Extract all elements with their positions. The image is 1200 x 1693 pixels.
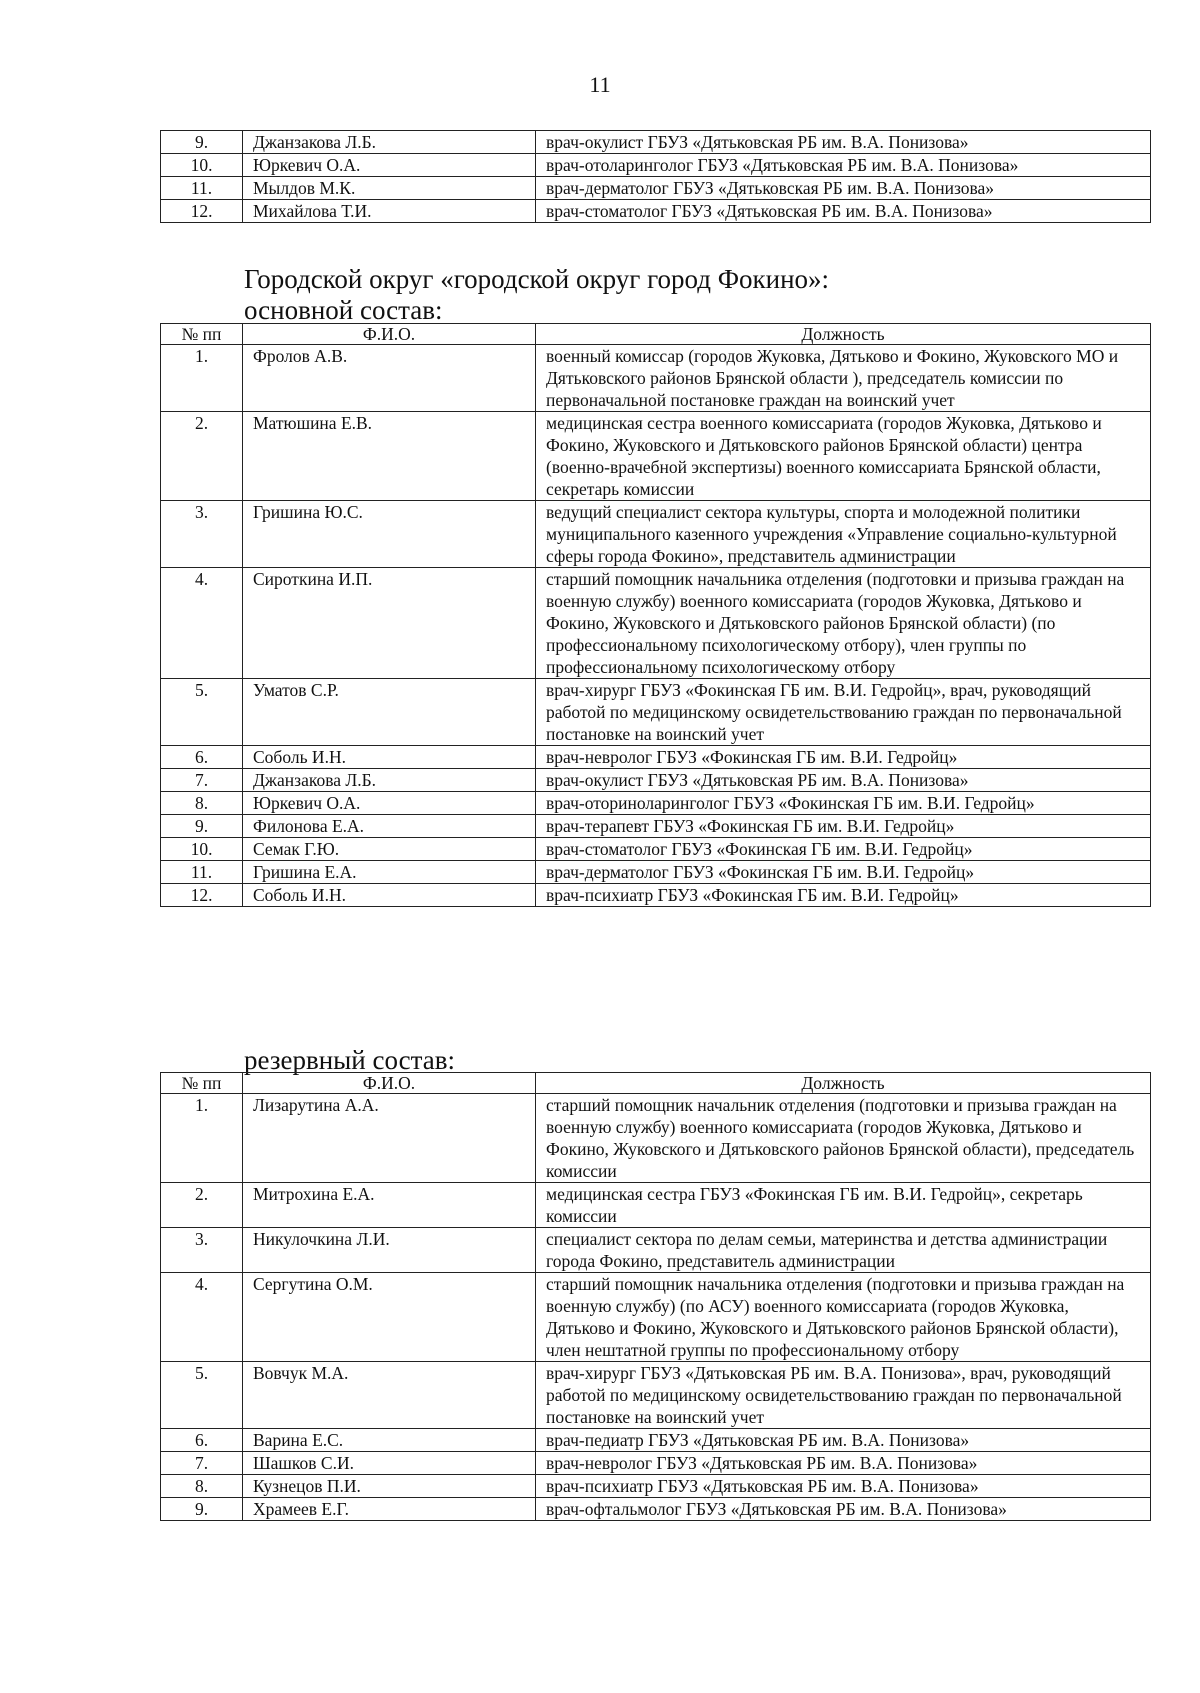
- member-name: Соболь И.Н.: [243, 746, 536, 769]
- continued-members-table: [160, 130, 1151, 223]
- row-number: 12.: [161, 200, 243, 223]
- reserve-composition-heading: резервный состав:: [244, 1045, 456, 1075]
- row-number: 10.: [161, 154, 243, 177]
- table-row: [161, 1429, 1151, 1452]
- table-row: [161, 1273, 1151, 1362]
- table-row: [161, 1228, 1151, 1273]
- member-position: врач-отоларинголог ГБУЗ «Дятьковская РБ им. В.А. Понизова»: [536, 154, 1151, 177]
- row-number: 2.: [161, 1183, 243, 1228]
- member-name: Михайлова Т.И.: [243, 200, 536, 223]
- table-row: [161, 200, 1151, 223]
- member-position: врач-оториноларинголог ГБУЗ «Фокинская ГБ им. В.И. Гедройц»: [536, 792, 1151, 815]
- member-name: Соболь И.Н.: [243, 884, 536, 907]
- row-number: 6.: [161, 1429, 243, 1452]
- header-row: [161, 324, 1151, 345]
- row-number: 12.: [161, 884, 243, 907]
- row-number: 11.: [161, 177, 243, 200]
- member-position: врач-невролог ГБУЗ «Дятьковская РБ им. В.А. Понизова»: [536, 1452, 1151, 1475]
- member-position: врач-психиатр ГБУЗ «Дятьковская РБ им. В.А. Понизова»: [536, 1475, 1151, 1498]
- member-position: врач-педиатр ГБУЗ «Дятьковская РБ им. В.А. Понизова»: [536, 1429, 1151, 1452]
- row-number: 11.: [161, 861, 243, 884]
- member-position: врач-психиатр ГБУЗ «Фокинская ГБ им. В.И. Гедройц»: [536, 884, 1151, 907]
- table-row: [161, 884, 1151, 907]
- table-row: [161, 1183, 1151, 1228]
- member-position: врач-окулист ГБУЗ «Дятьковская РБ им. В.А. Понизова»: [536, 131, 1151, 154]
- member-name: Митрохина Е.А.: [243, 1183, 536, 1228]
- table-header: [161, 1073, 1151, 1094]
- member-position: медицинская сестра ГБУЗ «Фокинская ГБ им. В.И. Гедройц», секретарь комиссии: [536, 1183, 1151, 1228]
- row-number: 5.: [161, 679, 243, 746]
- table-header: [161, 324, 1151, 345]
- member-name: Кузнецов П.И.: [243, 1475, 536, 1498]
- header-position: Должность: [536, 1073, 1151, 1094]
- member-position: врач-стоматолог ГБУЗ «Дятьковская РБ им. В.А. Понизова»: [536, 200, 1151, 223]
- row-number: 3.: [161, 1228, 243, 1273]
- member-name: Уматов С.Р.: [243, 679, 536, 746]
- member-name: Гришина Ю.С.: [243, 501, 536, 568]
- member-position: врач-окулист ГБУЗ «Дятьковская РБ им. В.А. Понизова»: [536, 769, 1151, 792]
- row-number: 4.: [161, 1273, 243, 1362]
- table-row: [161, 746, 1151, 769]
- member-position: врач-невролог ГБУЗ «Фокинская ГБ им. В.И. Гедройц»: [536, 746, 1151, 769]
- row-number: 1.: [161, 1094, 243, 1183]
- table-row: [161, 815, 1151, 838]
- row-number: 2.: [161, 412, 243, 501]
- member-position: врач-дерматолог ГБУЗ «Дятьковская РБ им. В.А. Понизова»: [536, 177, 1151, 200]
- header-position: Должность: [536, 324, 1151, 345]
- member-name: Вовчук М.А.: [243, 1362, 536, 1429]
- row-number: 9.: [161, 1498, 243, 1521]
- table-row: [161, 861, 1151, 884]
- row-number: 7.: [161, 769, 243, 792]
- member-name: Джанзакова Л.Б.: [243, 131, 536, 154]
- table-row: [161, 568, 1151, 679]
- table-row: [161, 1452, 1151, 1475]
- reserve-composition-table: [160, 1072, 1151, 1521]
- member-name: Мылдов М.К.: [243, 177, 536, 200]
- member-position: врач-стоматолог ГБУЗ «Фокинская ГБ им. В.И. Гедройц»: [536, 838, 1151, 861]
- main-composition-table: [160, 323, 1151, 907]
- member-name: Семак Г.Ю.: [243, 838, 536, 861]
- member-position: врач-хирург ГБУЗ «Фокинская ГБ им. В.И. Гедройц», врач, руководящий работой по медицинскому освидетельствованию граждан по первоначальной постановке на воинский учет: [536, 679, 1151, 746]
- member-position: врач-хирург ГБУЗ «Дятьковская РБ им. В.А. Понизова», врач, руководящий работой по медицинскому освидетельствованию граждан по первоначальной постановке на воинский учет: [536, 1362, 1151, 1429]
- member-position: врач-дерматолог ГБУЗ «Фокинская ГБ им. В.И. Гедройц»: [536, 861, 1151, 884]
- row-number: 8.: [161, 1475, 243, 1498]
- member-name: Лизарутина А.А.: [243, 1094, 536, 1183]
- member-name: Матюшина Е.В.: [243, 412, 536, 501]
- row-number: 8.: [161, 792, 243, 815]
- member-name: Сироткина И.П.: [243, 568, 536, 679]
- header-row: [161, 1073, 1151, 1094]
- member-position: медицинская сестра военного комиссариата (городов Жуковка, Дятьково и Фокино, Жуковского и Дятьковского районов Брянской области) центра (военно-врачебной экспертизы) военного комиссариата Брянской области, секретарь комиссии: [536, 412, 1151, 501]
- member-name: Юркевич О.А.: [243, 792, 536, 815]
- table-row: [161, 345, 1151, 412]
- table-row: [161, 154, 1151, 177]
- table-row: [161, 1094, 1151, 1183]
- member-name: Сергутина О.М.: [243, 1273, 536, 1362]
- member-position: старший помощник начальника отделения (подготовки и призыва граждан на военную службу) военного комиссариата (городов Жуковка, Дятьково и Фокино, Жуковского и Дятьковского районов Брянской области) (по профессиональному психологическому отбору), член группы по профессиональному психологическому отбору: [536, 568, 1151, 679]
- city-district-heading: Городской округ «городской округ город Фокино»:: [244, 264, 830, 294]
- row-number: 1.: [161, 345, 243, 412]
- header-num: № пп: [161, 324, 243, 345]
- member-name: Храмеев Е.Г.: [243, 1498, 536, 1521]
- member-position: военный комиссар (городов Жуковка, Дятьково и Фокино, Жуковского МО и Дятьковского районов Брянской области ), председатель комиссии по первоначальной постановке граждан на воинский учет: [536, 345, 1151, 412]
- row-number: 5.: [161, 1362, 243, 1429]
- member-name: Джанзакова Л.Б.: [243, 769, 536, 792]
- table-row: [161, 177, 1151, 200]
- member-position: старший помощник начальника отделения (подготовки и призыва граждан на военную службу) (по АСУ) военного комиссариата (городов Жуковка, Дятьково и Фокино, Жуковского и Дятьковского районов Брянской области), член нештатной группы по профессиональному отбору: [536, 1273, 1151, 1362]
- page-number: 11: [589, 72, 611, 97]
- member-name: Фролов А.В.: [243, 345, 536, 412]
- row-number: 4.: [161, 568, 243, 679]
- header-name: Ф.И.О.: [243, 1073, 536, 1094]
- table-row: [161, 1498, 1151, 1521]
- row-number: 3.: [161, 501, 243, 568]
- table-row: [161, 1475, 1151, 1498]
- table-row: [161, 412, 1151, 501]
- row-number: 9.: [161, 131, 243, 154]
- table-row: [161, 131, 1151, 154]
- row-number: 7.: [161, 1452, 243, 1475]
- table-row: [161, 679, 1151, 746]
- member-position: старший помощник начальник отделения (подготовки и призыва граждан на военную службу) военного комиссариата (городов Жуковка, Дятьково и Фокино, Жуковского и Дятьковского районов Брянской области), председатель комиссии: [536, 1094, 1151, 1183]
- table-body: [161, 345, 1151, 907]
- row-number: 6.: [161, 746, 243, 769]
- member-position: ведущий специалист сектора культуры, спорта и молодежной политики муниципального казенного учреждения «Управление социально-культурной сферы города Фокино», представитель администрации: [536, 501, 1151, 568]
- member-name: Филонова Е.А.: [243, 815, 536, 838]
- member-name: Никулочкина Л.И.: [243, 1228, 536, 1273]
- table-row: [161, 769, 1151, 792]
- table-row: [161, 501, 1151, 568]
- row-number: 10.: [161, 838, 243, 861]
- main-composition-heading: основной состав:: [244, 295, 443, 325]
- member-name: Юркевич О.А.: [243, 154, 536, 177]
- table-body: [161, 1094, 1151, 1521]
- member-position: специалист сектора по делам семьи, материнства и детства администрации города Фокино, представитель администрации: [536, 1228, 1151, 1273]
- member-position: врач-терапевт ГБУЗ «Фокинская ГБ им. В.И. Гедройц»: [536, 815, 1151, 838]
- header-name: Ф.И.О.: [243, 324, 536, 345]
- header-num: № пп: [161, 1073, 243, 1094]
- member-name: Гришина Е.А.: [243, 861, 536, 884]
- member-name: Шашков С.И.: [243, 1452, 536, 1475]
- row-number: 9.: [161, 815, 243, 838]
- member-name: Варина Е.С.: [243, 1429, 536, 1452]
- member-position: врач-офтальмолог ГБУЗ «Дятьковская РБ им. В.А. Понизова»: [536, 1498, 1151, 1521]
- table-row: [161, 838, 1151, 861]
- table-row: [161, 792, 1151, 815]
- table-body: [161, 131, 1151, 223]
- table-row: [161, 1362, 1151, 1429]
